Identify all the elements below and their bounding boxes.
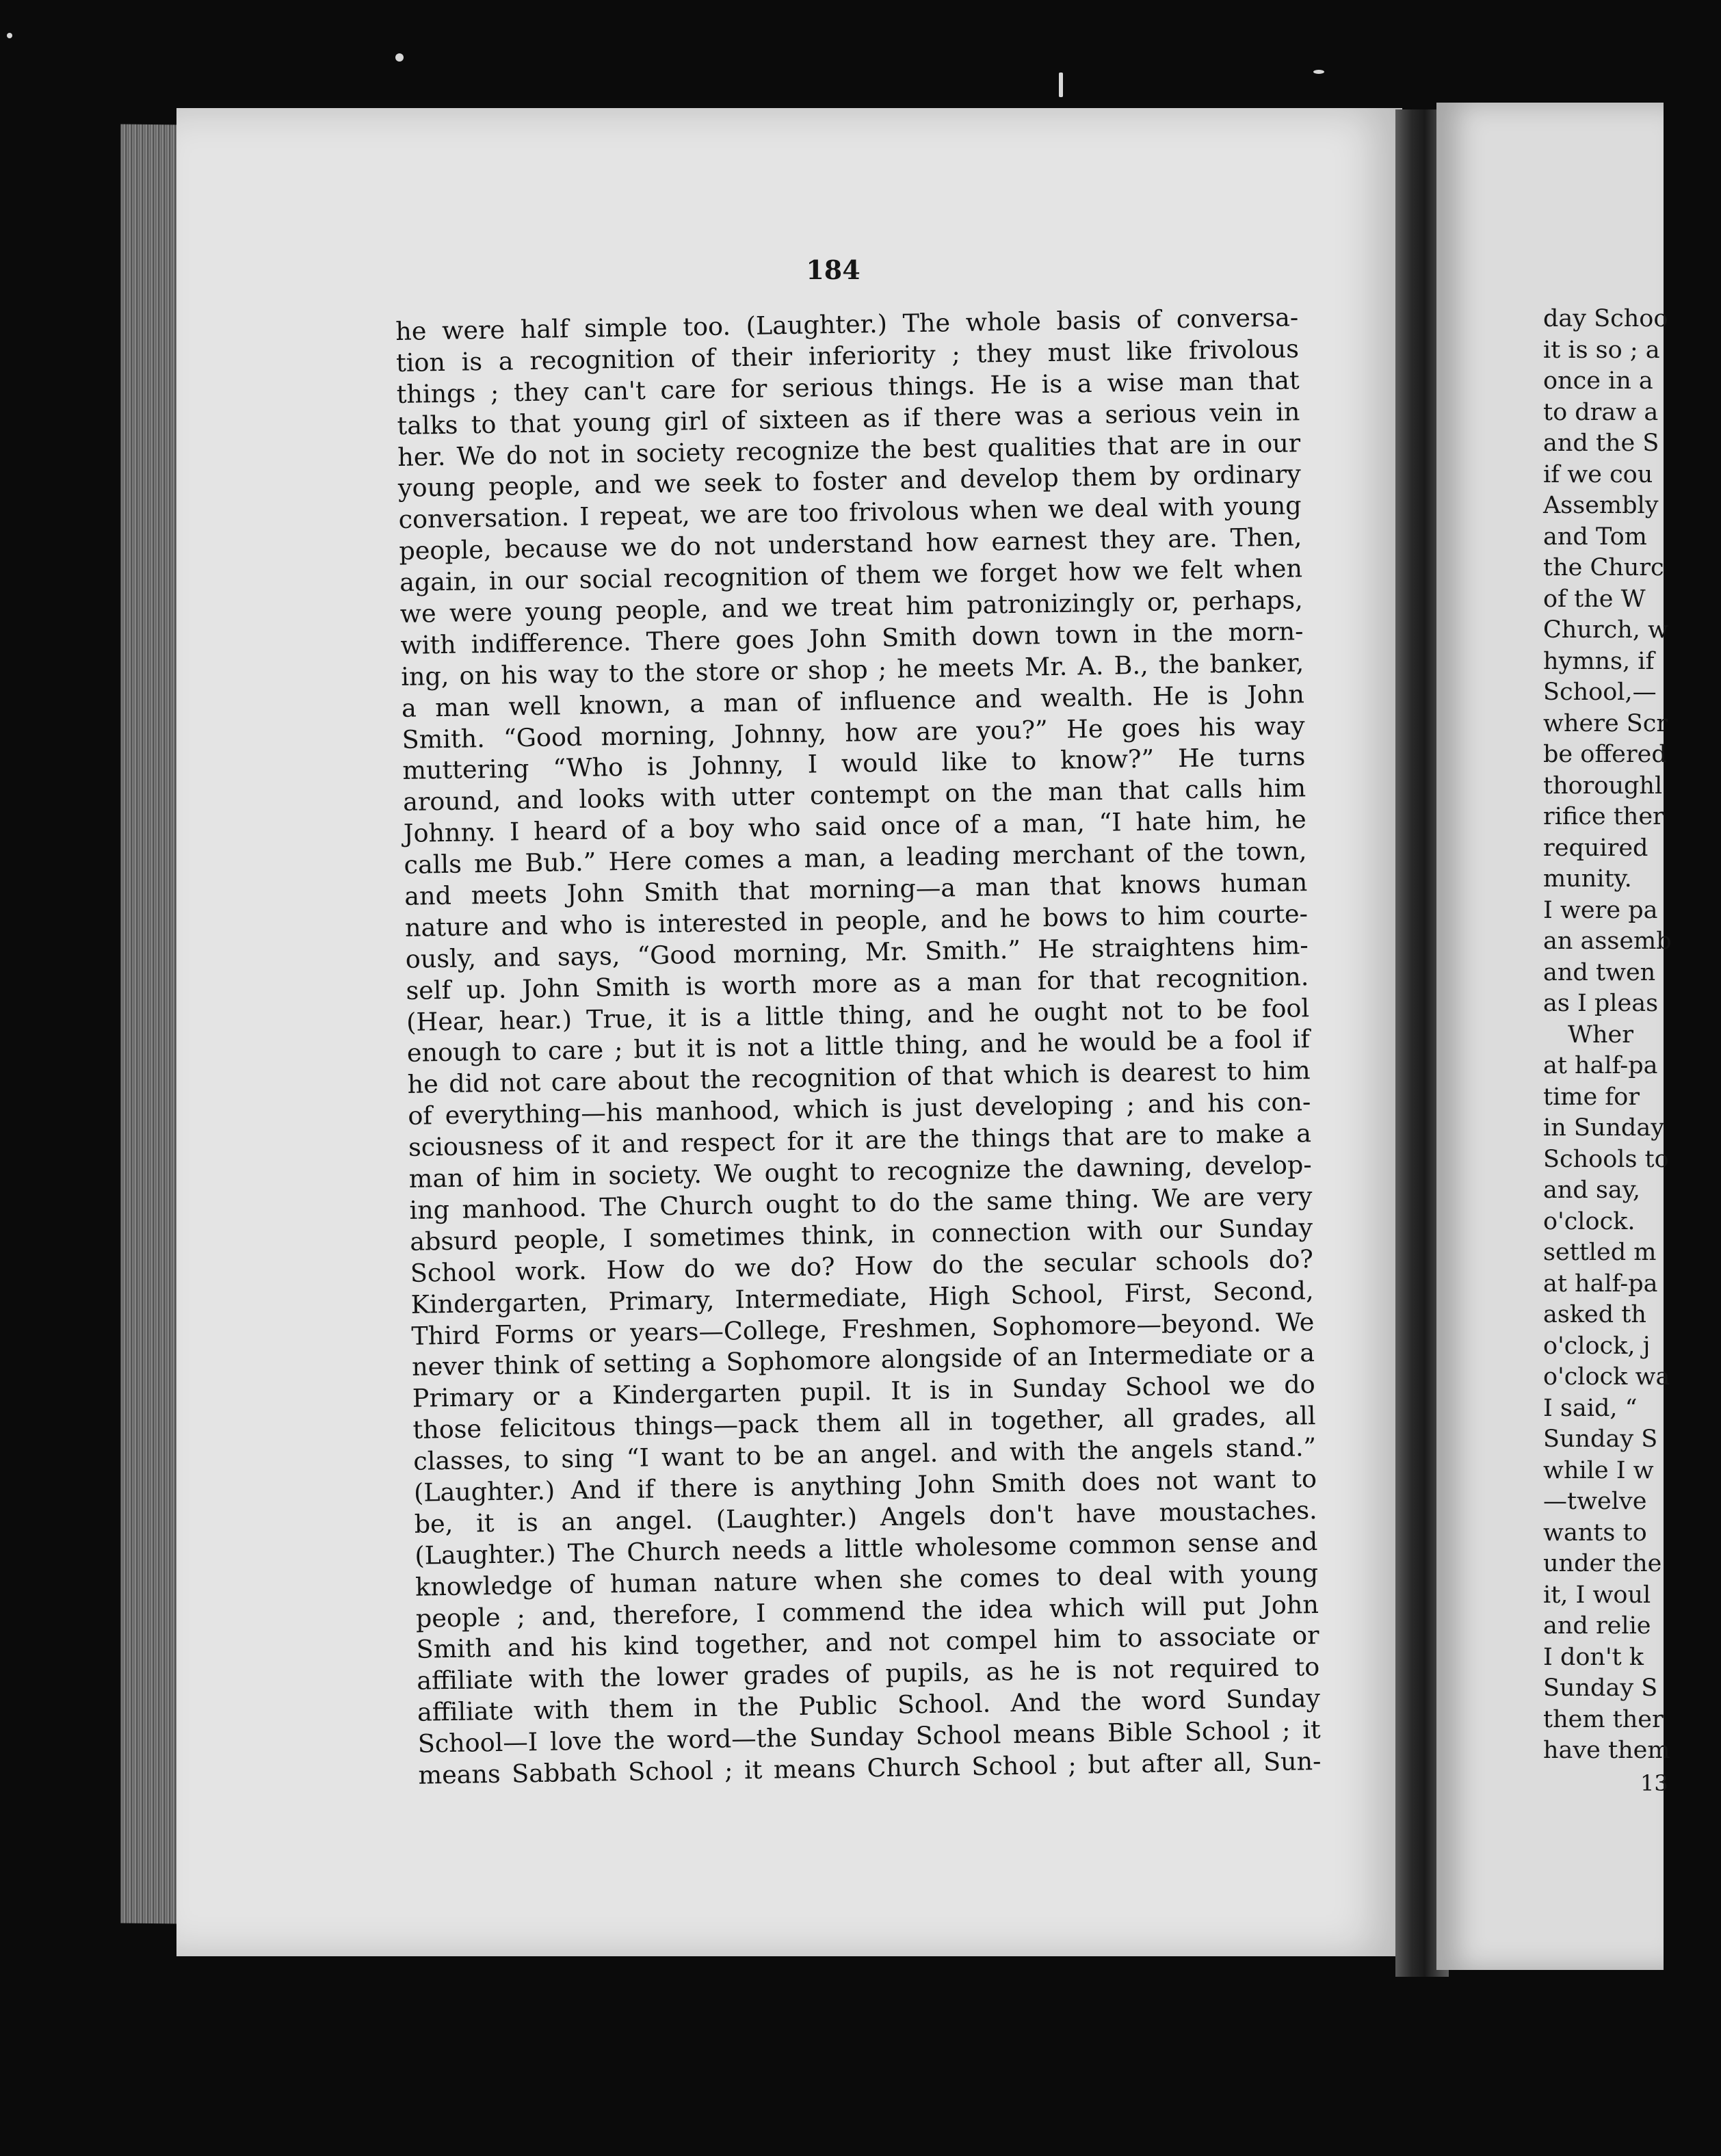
- right-text-line: Schools to: [1543, 1145, 1669, 1173]
- text-line: with indifference. There goes John Smith down town in the morn-: [400, 616, 1304, 660]
- text-line: conversation. I repeat, we are too frivolous when we deal with young: [398, 490, 1302, 535]
- right-text-line: Assembly: [1543, 492, 1659, 519]
- right-text-line: and relie: [1543, 1612, 1651, 1640]
- text-line: sciousness of it and respect for it are the things that are to make a: [408, 1118, 1312, 1163]
- text-line: he were half simple too. (Laughter.) The whole basis of conversa-: [395, 302, 1299, 346]
- right-text-line: hymns, if: [1543, 647, 1655, 675]
- text-line: (Laughter.) And if there is anything John Smith does not want to: [413, 1464, 1317, 1508]
- text-line: means Sabbath School ; it means Church School ; but after all, Sun-: [418, 1746, 1322, 1790]
- right-text-line: o'clock wa: [1543, 1363, 1670, 1391]
- right-text-line: time for: [1543, 1083, 1640, 1111]
- text-line: Johnny. I heard of a boy who said once of a man, “I hate him, he: [403, 804, 1307, 849]
- text-line: never think of setting a Sophomore alongside of an Intermediate or a: [411, 1338, 1315, 1382]
- text-line: around, and looks with utter contempt on the man that calls him: [402, 773, 1306, 817]
- text-line: he did not care about the recognition of that which is dearest to him: [407, 1055, 1311, 1100]
- text-line: Primary or a Kindergarten pupil. It is in Sunday School we do: [412, 1369, 1316, 1414]
- right-text-line: day Schoo: [1543, 305, 1668, 332]
- right-text-line: and Tom: [1543, 523, 1647, 551]
- right-text-line: while I w: [1543, 1456, 1654, 1484]
- text-line: affiliate with the lower grades of pupils, as he is not required to: [417, 1652, 1320, 1696]
- right-text-line: rifice ther: [1543, 803, 1664, 830]
- right-text-line: it, I woul: [1543, 1581, 1651, 1609]
- right-text-line: to draw a: [1543, 398, 1659, 426]
- right-text-line: asked th: [1543, 1301, 1646, 1328]
- text-line: young people, and we seek to foster and develop them by ordinary: [397, 459, 1302, 503]
- right-text-line: as I pleas: [1543, 990, 1659, 1017]
- text-line: classes, to sing “I want to be an angel. and with the angels stand.”: [412, 1432, 1317, 1476]
- right-text-line: once in a: [1543, 367, 1653, 395]
- right-text-line: and the S: [1543, 430, 1659, 457]
- text-line: and meets John Smith that morning—a man that knows human: [404, 867, 1308, 911]
- right-text-line: and twen: [1543, 958, 1656, 986]
- page-edges: [120, 124, 182, 1924]
- right-text-line: under the: [1543, 1550, 1662, 1577]
- right-text-line: thoroughl: [1543, 772, 1663, 800]
- text-line: Kindergarten, Primary, Intermediate, High School, First, Second,: [410, 1275, 1314, 1319]
- right-text-line: and say,: [1543, 1176, 1641, 1204]
- text-line: Smith. “Good morning, Johnny, how are you?” He goes his way: [402, 710, 1305, 754]
- text-line: self up. John Smith is worth more as a man for that recognition.: [406, 961, 1309, 1005]
- text-line: affiliate with them in the Public School. And the word Sunday: [417, 1683, 1321, 1727]
- text-line: absurd people, I sometimes think, in connection with our Sunday: [409, 1212, 1313, 1257]
- right-text-line: —twelve: [1543, 1488, 1647, 1515]
- right-text-line: of the W: [1543, 585, 1646, 613]
- right-text-line: where Scr: [1543, 709, 1668, 737]
- text-line: her. We do not in society recognize the best qualities that are in our: [397, 428, 1301, 472]
- right-text-line: Sunday S: [1543, 1674, 1658, 1702]
- right-text-line: the Churc: [1543, 554, 1664, 581]
- dust-speck: [7, 33, 12, 38]
- right-text-line: it is so ; a: [1543, 336, 1660, 364]
- right-page-text: [1543, 304, 1721, 1767]
- text-line: calls me Bub.” Here comes a man, a leading merchant of the town,: [404, 836, 1307, 880]
- right-text-line: settled m: [1543, 1239, 1657, 1266]
- right-text-line: have them: [1543, 1737, 1670, 1764]
- right-text-line: o'clock.: [1543, 1207, 1635, 1235]
- dust-speck: [1313, 70, 1324, 74]
- dust-speck: [395, 53, 404, 62]
- text-line: of everything—his manhood, which is just developing ; and his con-: [408, 1087, 1311, 1131]
- text-line: School work. How do we do? How do the secular schools do?: [410, 1244, 1314, 1288]
- text-line: muttering “Who is Johnny, I would like to know?” He turns: [402, 741, 1306, 786]
- text-line: talks to that young girl of sixteen as if there was a serious vein in: [397, 396, 1300, 441]
- text-line: nature and who is interested in people, and he bows to him courte-: [404, 899, 1309, 943]
- right-text-line: I said, “: [1543, 1394, 1638, 1422]
- text-line: again, in our social recognition of them we forget how we felt when: [399, 553, 1303, 598]
- text-line: be, it is an angel. (Laughter.) Angels don't have moustaches.: [414, 1495, 1317, 1539]
- text-line: people, because we do not understand how earnest they are. Then,: [399, 522, 1302, 566]
- right-text-line: if we cou: [1543, 460, 1653, 488]
- text-line: ing manhood. The Church ought to do the same thing. We are very: [409, 1181, 1313, 1225]
- right-text-line: o'clock, j: [1543, 1332, 1651, 1360]
- text-line: people ; and, therefore, I commend the idea which will put John: [415, 1589, 1319, 1633]
- page-number: 184: [806, 254, 860, 285]
- right-text-line: wants to: [1543, 1519, 1647, 1547]
- text-line: knowledge of human nature when she comes to deal with young: [415, 1557, 1319, 1602]
- text-line: (Laughter.) The Church needs a little wholesome common sense and: [415, 1526, 1318, 1570]
- text-line: man of him in society. We ought to recognize the dawning, develop-: [408, 1150, 1312, 1194]
- right-text-line: I don't k: [1543, 1643, 1644, 1671]
- right-text-line: required: [1543, 834, 1648, 862]
- right-text-line: I were pa: [1543, 896, 1658, 924]
- right-text-line: in Sunday: [1543, 1114, 1664, 1142]
- text-line: Smith and his kind together, and not compel him to associate or: [416, 1620, 1319, 1665]
- text-line: we were young people, and we treat him patronizingly or, perhaps,: [399, 585, 1304, 629]
- right-text-line: munity.: [1543, 865, 1632, 893]
- right-text-line: an assemb: [1543, 928, 1672, 955]
- right-text-line: Sunday S: [1543, 1425, 1658, 1453]
- text-line: School—I love the word—the Sunday School means Bible School ; it: [417, 1715, 1321, 1759]
- text-line: things ; they can't care for serious things. He is a wise man that: [396, 365, 1300, 409]
- text-line: (Hear, hear.) True, it is a little thing, and he ought not to be fool: [406, 992, 1310, 1037]
- right-text-line: Wher: [1568, 1021, 1633, 1049]
- dust-speck: [1059, 73, 1063, 97]
- text-line: ing, on his way to the store or shop ; he meets Mr. A. B., the banker,: [400, 648, 1304, 692]
- text-line: Third Forms or years—College, Freshmen, Sophomore—beyond. We: [411, 1306, 1315, 1351]
- right-text-line: at half-pa: [1543, 1052, 1658, 1079]
- right-text-line: School,—: [1543, 679, 1657, 706]
- text-line: a man well known, a man of influence and wealth. He is John: [401, 679, 1305, 723]
- right-page-folio: 13: [1640, 1770, 1668, 1796]
- text-line: enough to care ; but it is not a little thing, and he would be a fool if: [406, 1024, 1311, 1068]
- right-text-line: them ther: [1543, 1705, 1664, 1733]
- text-line: tion is a recognition of their inferiority ; they must like frivolous: [395, 334, 1300, 378]
- body-text: [395, 302, 1322, 1791]
- text-line: those felicitous things—pack them all in together, all grades, all: [412, 1401, 1316, 1445]
- right-text-line: Church, w: [1543, 616, 1668, 644]
- right-text-line: at half-pa: [1543, 1270, 1658, 1298]
- right-text-line: be offered: [1543, 741, 1667, 768]
- text-line: ously, and says, “Good morning, Mr. Smith.” He straightens him-: [405, 930, 1309, 974]
